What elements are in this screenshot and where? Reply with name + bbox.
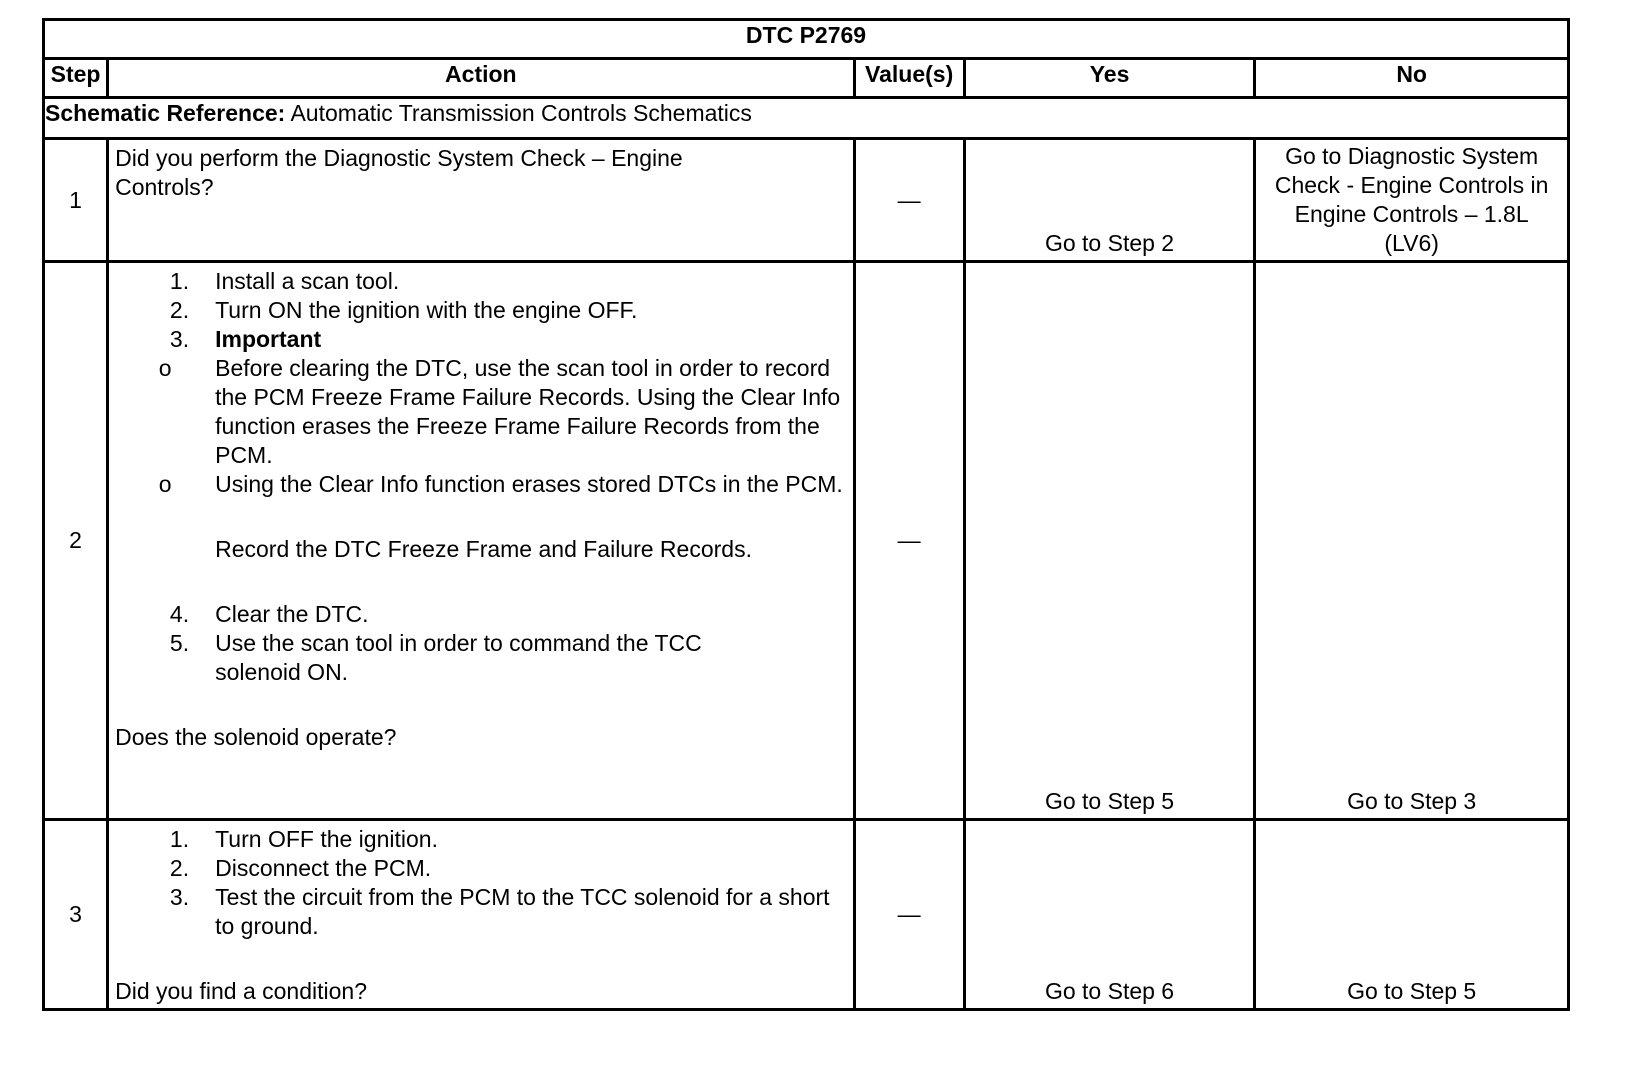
list-item: 2. Disconnect the PCM. [169, 855, 432, 881]
no-cell [1255, 820, 1569, 1010]
no-cell [1255, 139, 1569, 262]
action-list [115, 600, 846, 687]
table-row [44, 262, 1569, 820]
action-question: Does the solenoid operate? [115, 724, 397, 750]
value-cell: — [854, 262, 964, 820]
list-item: 3. Important [115, 325, 846, 354]
schematic-reference [44, 98, 1569, 139]
yes-cell [964, 262, 1255, 820]
list-item: 1. Turn OFF the ignition. [169, 826, 438, 852]
header-yes: Yes [964, 59, 1255, 98]
important-label: Important [215, 326, 322, 352]
list-item: 1. Install a scan tool. [169, 268, 400, 294]
step-number: 1 [44, 139, 108, 262]
step-number: 3 [44, 820, 108, 1010]
list-item: o Using the Clear Info function erases stored DTCs in the PCM. [158, 471, 843, 497]
schematic-text: Automatic Transmission Controls Schematics [290, 100, 752, 126]
header-action: Action [108, 59, 854, 98]
list-item: 3. Test the circuit from the PCM to the TCC solenoid for a short to ground. [169, 884, 830, 939]
action-list [115, 267, 846, 354]
yes-link[interactable]: Go to Step 2 [1044, 230, 1175, 256]
yes-link[interactable]: Go to Step 5 [1044, 788, 1175, 814]
yes-link[interactable]: Go to Step 6 [1044, 978, 1175, 1004]
no-link[interactable]: Go to Step 5 [1347, 978, 1477, 1004]
list-item: 2. Turn ON the ignition with the engine OFF. [169, 297, 638, 323]
table-title: DTC P2769 [44, 20, 1569, 59]
header-no: No [1255, 59, 1569, 98]
action-list [115, 825, 846, 941]
action-cell [108, 820, 854, 1010]
yes-cell [964, 139, 1255, 262]
dtc-table [42, 18, 1570, 1011]
no-link[interactable]: Go to Diagnostic System Check - Engine Controls in Engine Controls – 1.8L (LV6) [1274, 143, 1549, 256]
value-cell: — [854, 820, 964, 1010]
list-item: 4. Clear the DTC. [169, 601, 369, 627]
action-question: Did you perform the Diagnostic System Check – Engine Controls? [115, 145, 683, 200]
table-row [44, 139, 1569, 262]
header-values: Value(s) [854, 59, 964, 98]
header-step: Step [44, 59, 108, 98]
value-cell: — [854, 139, 964, 262]
action-cell [108, 139, 854, 262]
yes-cell [964, 820, 1255, 1010]
record-note: Record the DTC Freeze Frame and Failure Records. [215, 536, 752, 562]
schematic-label: Schematic Reference: [45, 100, 286, 126]
action-question: Did you find a condition? [115, 978, 367, 1004]
action-cell [108, 262, 854, 820]
no-link[interactable]: Go to Step 3 [1347, 788, 1477, 814]
no-cell [1255, 262, 1569, 820]
step-number: 2 [44, 262, 108, 820]
important-notes [115, 354, 846, 499]
list-item: o Before clearing the DTC, use the scan tool in order to record the PCM Freeze Frame Failure Records. Using the Clear Info function erases the Freeze Frame Failure Records from the PCM. [158, 355, 841, 468]
list-item: 5. Use the scan tool in order to command the TCC solenoid ON. [169, 630, 702, 685]
table-row [44, 820, 1569, 1010]
